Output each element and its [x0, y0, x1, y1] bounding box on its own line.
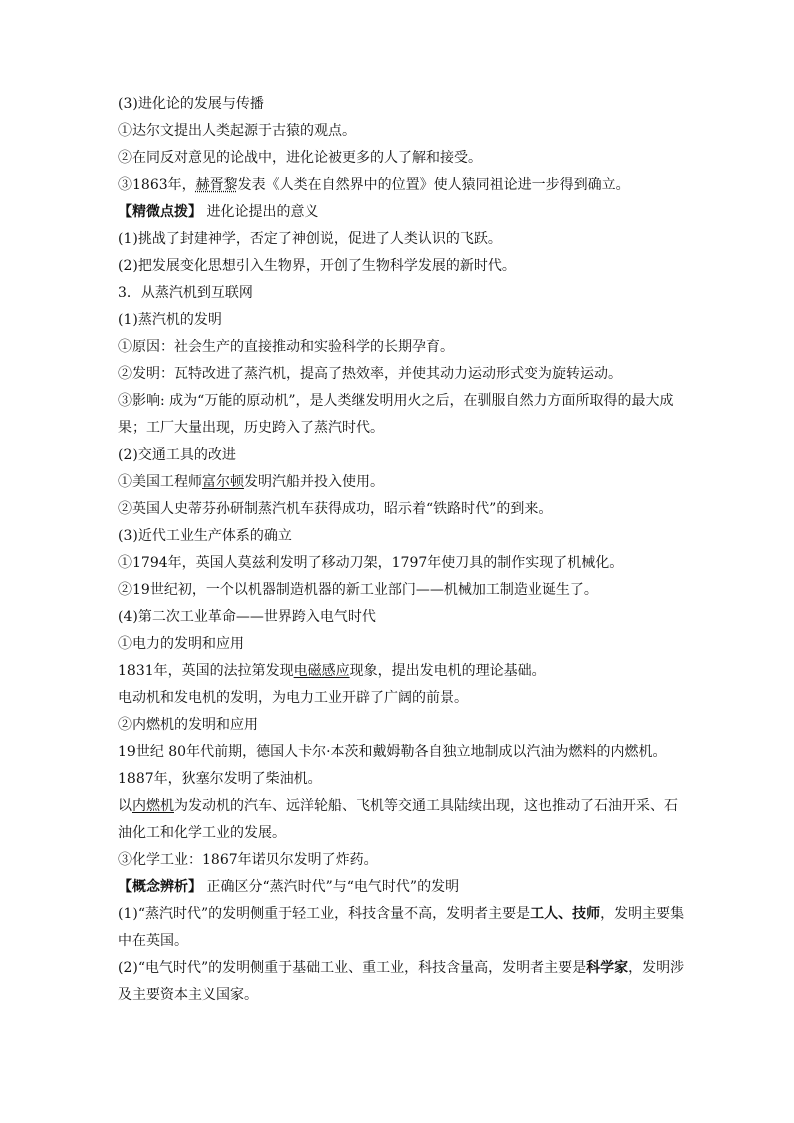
text-run: 以 — [118, 798, 132, 814]
text-run: ，发明涉及主要资本主义国家。 — [118, 960, 685, 1003]
text-run: 现象，提出发电机的理论基础。 — [349, 663, 546, 679]
emphasis-workers: 工人、技师 — [530, 906, 601, 922]
emphasis-scientists: 科学家 — [586, 960, 629, 976]
paragraph: ①电力的发明和应用 — [118, 636, 244, 652]
paragraph: 电动机和发电机的发明，为电力工业开辟了广阔的前景。 — [118, 690, 468, 706]
text-run: 发明汽船并投入使用。 — [244, 474, 384, 490]
text-run: (2)“电气时代”的发明侧重于基础工业、重工业，科技含量高，发明者主要是 — [118, 960, 587, 976]
text-run: 为发动机的汽车、远洋轮船、飞机等交通工具陆续出现，这也推动了石油开采、石油化工和化学工业的发展。 — [118, 798, 678, 841]
subheading: (2)交通工具的改进 — [118, 447, 236, 463]
paragraph: ③影响: 成为“万能的原动机”，是人类继发明用火之后，在驯服自然力方面所取得的最大成果；工厂大量出现，历史跨入了蒸汽时代。 — [118, 393, 674, 436]
emphasis-engine: 内燃机 — [132, 798, 174, 814]
paragraph: 19世纪 80年代前期，德国人卡尔·本茨和戴姆勒各自独立地制成以汽油为燃料的内燃机。 — [118, 744, 667, 760]
emphasis-fulton: 富尔顿 — [202, 474, 244, 490]
concept-title: 正确区分“蒸汽时代”与“电气时代”的发明 — [202, 879, 460, 895]
paragraph — [118, 901, 688, 955]
paragraph — [118, 793, 688, 847]
paragraph: ③化学工业：1867年诺贝尔发明了炸药。 — [118, 852, 378, 868]
text-run: 发表《人类在自然界中的位置》使人猿同祖论进一步得到确立。 — [237, 177, 630, 193]
paragraph: ②发明：瓦特改进了蒸汽机，提高了热效率，并使其动力运动形式变为旋转运动。 — [118, 366, 622, 382]
paragraph: ①原因：社会生产的直接推动和实验科学的长期孕育。 — [118, 339, 454, 355]
text-run: 1831年，英国的法拉第发现 — [118, 663, 294, 679]
paragraph: (1)挑战了封建神学，否定了神创说，促进了人类认识的飞跃。 — [118, 231, 502, 247]
tip-tag: 【精微点拨】 — [118, 204, 202, 220]
concept-tag: 【概念辨析】 — [118, 879, 202, 895]
text-run: (1)“蒸汽时代”的发明侧重于轻工业，科技含量不高，发明者主要是 — [118, 906, 531, 922]
paragraph: ②英国人史蒂芬孙研制蒸汽机车获得成功，昭示着“铁路时代”的到来。 — [118, 501, 553, 517]
paragraph — [118, 469, 688, 496]
tip-heading — [118, 199, 688, 226]
section-heading: 3．从蒸汽机到互联网 — [118, 285, 253, 301]
paragraph — [118, 658, 688, 685]
text-run: ③1863年， — [118, 177, 196, 193]
paragraph: 1887年，狄塞尔发明了柴油机。 — [118, 771, 322, 787]
subheading: (3)近代工业生产体系的确立 — [118, 528, 292, 544]
tip-title: 进化论提出的意义 — [202, 204, 319, 220]
paragraph — [118, 172, 688, 199]
emphasis-induction: 电磁感应 — [293, 663, 350, 679]
text-run: ，发明主要集中在英国。 — [118, 906, 685, 949]
paragraph: ②内燃机的发明和应用 — [118, 717, 258, 733]
subheading: (1)蒸汽机的发明 — [118, 312, 222, 328]
text-run: ①美国工程师 — [118, 474, 202, 490]
paragraph — [118, 955, 688, 1009]
emphasis-huxley: 赫胥黎 — [195, 177, 238, 193]
paragraph: ②在同反对意见的论战中，进化论被更多的人了解和接受。 — [118, 150, 482, 166]
concept-heading — [118, 874, 688, 901]
paragraph: ①达尔文提出人类起源于古猿的观点。 — [118, 123, 356, 139]
subheading: (4)第二次工业革命——世界跨入电气时代 — [118, 609, 376, 625]
paragraph: ②19世纪初，一个以机器制造机器的新工业部门——机械加工制造业诞生了。 — [118, 582, 598, 598]
heading-evolution-spread: (3)进化论的发展与传播 — [118, 96, 264, 112]
paragraph: ①1794年，英国人莫兹利发明了移动刀架，1797年使刀具的制作实现了机械化。 — [118, 555, 624, 571]
paragraph: (2)把发展变化思想引入生物界，开创了生物科学发展的新时代。 — [118, 258, 516, 274]
document-body — [118, 91, 688, 1009]
